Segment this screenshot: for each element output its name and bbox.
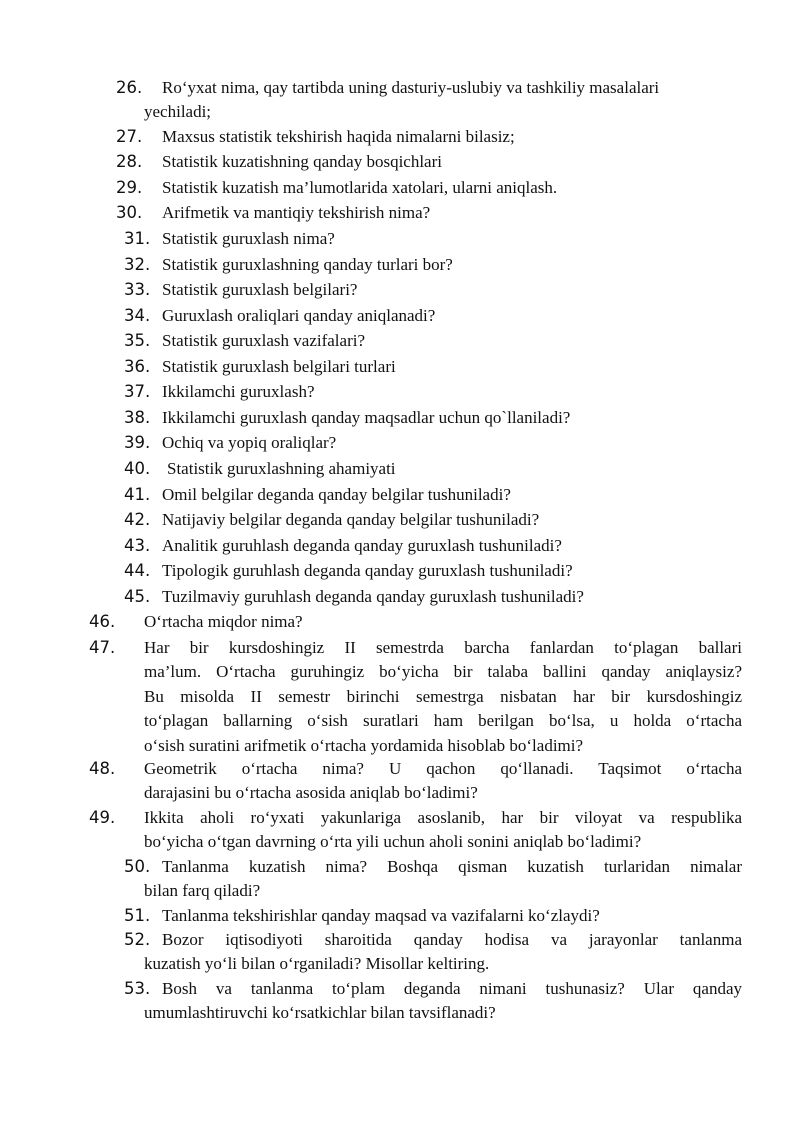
item-text-line: o‘sish suratini arifmetik o‘rtacha yordamida hisoblab bo‘ladimi? [144,735,584,755]
item-number: 34. [124,306,151,325]
item-text-line: Statistik guruxlash nima? [162,229,335,248]
item-text-line: Tuzilmaviy guruhlash deganda qanday guruxlash tushuniladi? [162,587,584,606]
item-text-line: Tanlanma kuzatish nima? Boshqa qisman kuzatish turlaridan nimalar [162,857,742,876]
item-number: 28. [116,152,143,171]
item-number: 49. [89,808,116,827]
item-number: 32. [124,255,151,274]
item-text-line: umumlashtiruvchi ko‘rsatkichlar bilan tavsiflanadi? [144,1003,496,1023]
item-text-line: Bozor iqtisodiyoti sharoitida qanday hodisa va jarayonlar tanlanma [162,930,742,949]
item-number: 41. [124,485,151,504]
item-number: 36. [124,357,151,376]
item-number: 43. [124,536,151,555]
item-text-line: Arifmetik va mantiqiy tekshirish nima? [162,203,431,222]
item-text-line: O‘rtacha miqdor nima? [144,612,303,631]
item-number: 27. [116,127,143,146]
item-text-line: Ro‘yxat nima, qay tartibda uning dasturiy-uslubiy va tashkiliy masalalari [162,78,660,97]
item-number: 46. [89,612,116,631]
item-number: 29. [116,178,143,197]
item-text-line: Statistik guruxlashning ahamiyati [167,459,396,478]
item-number: 31. [124,229,151,248]
item-number: 37. [124,382,151,401]
item-text-line: Statistik guruxlashning qanday turlari bor? [162,255,453,274]
item-text-line: Tipologik guruhlash deganda qanday guruxlash tushuniladi? [162,561,573,580]
item-number: 42. [124,510,151,529]
item-number: 50. [124,857,151,876]
item-text-line: Har bir kursdoshingiz II semestrda barcha fanlardan to‘plagan ballari [144,638,742,657]
item-number: 39. [124,433,151,452]
item-text-line: Statistik guruxlash belgilari turlari [162,357,396,376]
item-text-line: Omil belgilar deganda qanday belgilar tushuniladi? [162,485,511,504]
item-number: 30. [116,203,143,222]
item-number: 45. [124,587,151,606]
item-text-line: Statistik kuzatishning qanday bosqichlari [162,152,442,171]
item-number: 35. [124,331,151,350]
item-number: 53. [124,979,151,998]
item-number: 51. [124,906,151,925]
item-text-line: Ochiq va yopiq oraliqlar? [162,433,337,452]
item-text-line: Statistik kuzatish ma’lumotlarida xatolari, ularni aniqlash. [162,178,558,197]
item-number: 33. [124,280,151,299]
item-text-line: ma’lum. O‘rtacha guruhingiz bo‘yicha bir talaba ballini qanday aniqlaysiz? [144,662,742,682]
item-number: 48. [89,759,116,778]
item-number: 47. [89,638,116,657]
item-text-line: Ikkilamchi guruxlash qanday maqsadlar uchun qo`llaniladi? [162,408,571,427]
item-text-line: yechiladi; [144,102,212,122]
item-text-line: Bu misolda II semestr birinchi semestrga nisbatan har bir kursdoshingiz [144,686,742,706]
item-number: 26. [116,78,143,97]
item-text-line: Bosh va tanlanma to‘plam deganda nimani tushunasiz? Ular qanday [162,979,742,998]
item-text-line: Statistik guruxlash belgilari? [162,280,358,299]
item-text-line: bo‘yicha o‘tgan davrning o‘rta yili uchun aholi sonini aniqlab bo‘ladimi? [144,832,642,852]
item-text-line: bilan farq qiladi? [144,881,261,901]
item-text-line: Ikkita aholi ro‘yxati yakunlariga asoslanib, har bir viloyat va respublika [144,808,742,827]
item-text-line: Analitik guruhlash deganda qanday guruxlash tushuniladi? [162,536,562,555]
item-text-line: Ikkilamchi guruxlash? [162,382,315,401]
item-number: 44. [124,561,151,580]
item-number: 40. [124,459,151,478]
item-text-line: darajasini bu o‘rtacha asosida aniqlab bo‘ladimi? [144,783,478,803]
item-text-line: kuzatish yo‘li bilan o‘rganiladi? Misollar keltiring. [144,954,490,974]
item-text-line: Natijaviy belgilar deganda qanday belgilar tushuniladi? [162,510,540,529]
item-text-line: to‘plagan ballarning o‘sish suratlari ham berilgan bo‘lsa, u holda o‘rtacha [144,711,742,731]
item-text-line: Tanlanma tekshirishlar qanday maqsad va vazifalarni ko‘zlaydi? [162,906,600,925]
item-text-line: Guruxlash oraliqlari qanday aniqlanadi? [162,306,436,325]
item-text-line: Geometrik o‘rtacha nima? U qachon qo‘llanadi. Taqsimot o‘rtacha [144,759,742,778]
item-number: 38. [124,408,151,427]
item-text-line: Maxsus statistik tekshirish haqida nimalarni bilasiz; [162,127,515,146]
item-text-line: Statistik guruxlash vazifalari? [162,331,365,350]
item-number: 52. [124,930,151,949]
